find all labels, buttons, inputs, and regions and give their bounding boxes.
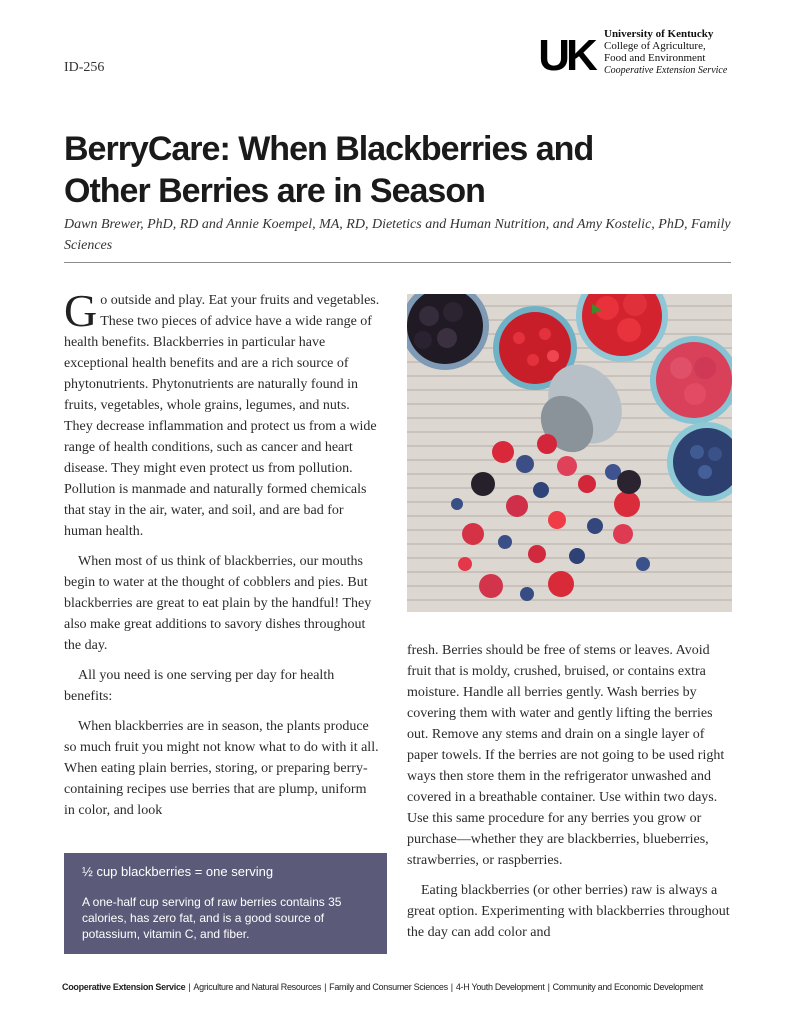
right-column <box>407 640 732 952</box>
uk-logo-mark: UK <box>538 31 594 78</box>
title-line-1: BerryCare: When Blackberries and <box>64 130 594 168</box>
footer-unit: 4-H Youth Development <box>455 982 545 992</box>
raw-eating-paragraph: Eating blackberries (or other berries) raw is always a great option. Experimenting with blackberries throughout the day can add color and <box>407 883 730 940</box>
university-name: University of Kentucky <box>604 28 714 40</box>
footer-unit: Community and Economic Development <box>552 982 704 992</box>
footer-ces: Cooperative Extension Service <box>62 982 186 992</box>
in-season-paragraph: When blackberries are in season, the plants produce so much fruit you might not know what to do with it all. When eating plain berries, storing, or preparing berry-containing recipes use berries that are plump, uniform in color, and look <box>64 719 379 818</box>
cobblers-paragraph: When most of us think of blackberries, our mouths begin to water at the thought of cobblers and pies. But blackberries are great to eat plain by the handful! They also make great additions to savory dishes throughout the day. <box>64 554 372 653</box>
berries-photo <box>407 294 732 612</box>
footer-separator: | <box>547 982 550 992</box>
callout-heading: ½ cup blackberries = one serving <box>82 864 274 879</box>
intro-text: o outside and play. Eat your fruits and vegetables. These two pieces of advice have a wide range of health benefits. Blackberries in particular have exceptional health benefits and are a rich source of phytonutrients. Phytonutrients are naturally found in fruits, vegetables, whole grains, legumes, and nuts. They decrease inflammation and protect us from a wide range of health conditions, such as cancer and heart disease. They might even protect us from pollution. Pollution is manmade and naturally formed chemicals that stay in the air, water, and soil, and are bad for human health. <box>64 293 380 539</box>
uk-logo <box>534 30 598 78</box>
college-line-2: Food and Environment <box>604 52 706 64</box>
title-line-2: Other Berries are in Season <box>64 172 485 210</box>
title-divider <box>64 262 731 263</box>
storage-paragraph: fresh. Berries should be free of stems or leaves. Avoid fruit that is moldy, crushed, bruised, or contains extra moisture. Handle all berries gently. Wash berries by covering them with water and gently lifting the berries out. Remove any stems and drain on a single layer of paper towels. If the berries are not going to be used right ways then store them in the refrigerator unwashed and covered in a breathable container. Use within two days. Use this same procedure for any berries you grow or purchase—whether they are blackberries, blueberries, strawberries, or raspberries. <box>407 643 725 868</box>
footer-unit: Family and Consumer Sciences <box>329 982 448 992</box>
page-title <box>64 128 724 212</box>
footer-separator: | <box>324 982 327 992</box>
footer-unit: Agriculture and Natural Resources <box>193 982 322 992</box>
callout-body: A one-half cup serving of raw berries contains 35 calories, has zero fat, and is a good source of potassium, vitamin C, and fiber. <box>82 895 342 941</box>
intro-paragraph <box>64 285 380 542</box>
footer-separator: | <box>450 982 453 992</box>
footer <box>62 982 742 992</box>
left-column <box>64 285 380 830</box>
serving-paragraph: All you need is one serving per day for health benefits: <box>64 668 335 704</box>
footer-separator: | <box>188 982 191 992</box>
authors: Dawn Brewer, PhD, RD and Annie Koempel, MA, RD, Dietetics and Human Nutrition, and Amy Kostelic, PhD, Family Sciences <box>64 217 731 253</box>
institution-block <box>604 28 727 77</box>
document-id: ID-256 <box>64 60 105 75</box>
extension-service: Cooperative Extension Service <box>604 65 728 76</box>
drop-cap: G <box>64 285 98 336</box>
serving-callout <box>64 853 387 954</box>
college-line-1: College of Agriculture, <box>604 40 706 52</box>
